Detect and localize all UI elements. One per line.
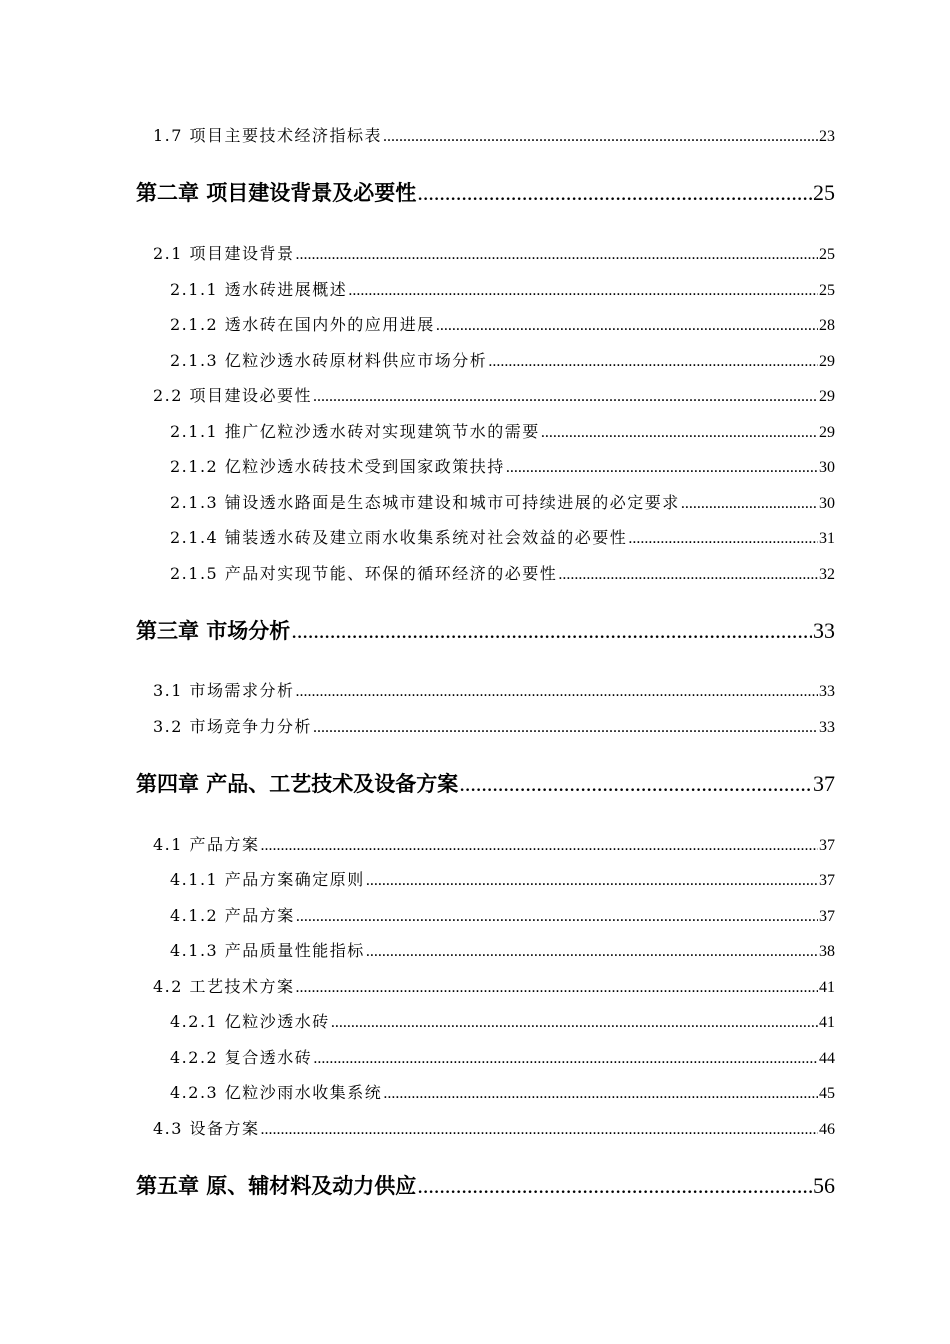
toc-entry-page: 25 (819, 282, 835, 299)
toc-entry-page: 32 (819, 566, 835, 583)
dot-leader (261, 1118, 818, 1142)
toc-entry[interactable] (170, 1046, 835, 1070)
toc-chapter-page: 25 (813, 180, 835, 205)
toc-chapter-label: 第五章 原、辅材料及动力供应 (136, 1174, 417, 1198)
toc-entry[interactable] (170, 526, 835, 550)
toc-chapter-label: 第二章 项目建设背景及必要性 (136, 181, 417, 205)
toc-entry[interactable] (153, 679, 835, 703)
dot-leader (417, 1171, 812, 1201)
dot-leader (313, 716, 818, 740)
dot-leader (459, 769, 812, 799)
toc-entry[interactable] (170, 455, 835, 479)
toc-entry-page: 46 (819, 1121, 835, 1138)
toc-entry-page: 41 (819, 979, 835, 996)
toc-entry-label: 2.1.3 铺设透水路面是生态城市建设和城市可持续进展的必定要求 (170, 493, 680, 512)
toc-entry-page: 29 (819, 388, 835, 405)
toc-entry-page: 37 (819, 872, 835, 889)
toc-entry-page: 44 (819, 1050, 835, 1067)
dot-leader (296, 905, 818, 929)
dot-leader (541, 421, 818, 445)
toc-entry-page: 45 (819, 1085, 835, 1102)
toc-entry-label: 4.2.1 亿粒沙透水砖 (170, 1012, 330, 1031)
toc-entry[interactable] (170, 420, 835, 444)
toc-entry-page: 37 (819, 908, 835, 925)
dot-leader (313, 1047, 818, 1071)
toc-entry-label: 2.1.1 推广亿粒沙透水砖对实现建筑节水的需要 (170, 422, 540, 441)
toc-chapter-label: 第三章 市场分析 (136, 619, 291, 643)
toc-chapter-page: 56 (813, 1173, 835, 1198)
dot-leader (681, 492, 818, 516)
toc-entry-page: 28 (819, 317, 835, 334)
toc-entry-label: 4.2.3 亿粒沙雨水收集系统 (170, 1083, 383, 1102)
dot-leader (383, 1082, 818, 1106)
toc-entry[interactable] (153, 975, 835, 999)
toc-entry-page: 41 (819, 1014, 835, 1031)
dot-leader (313, 385, 818, 409)
toc-entry-page: 33 (819, 719, 835, 736)
toc-entry[interactable] (170, 349, 835, 373)
toc-entry-label: 1.7 项目主要技术经济指标表 (153, 126, 383, 145)
toc-entry-label: 4.1.3 产品质量性能指标 (170, 941, 365, 960)
dot-leader (506, 456, 818, 480)
toc-entry[interactable] (170, 939, 835, 963)
dot-leader (296, 976, 818, 1000)
toc-entry-label: 4.3 设备方案 (153, 1119, 260, 1138)
toc-entry-page: 29 (819, 424, 835, 441)
dot-leader (366, 940, 818, 964)
toc-entry[interactable] (153, 384, 835, 408)
dot-leader (348, 279, 818, 303)
dot-leader (366, 869, 818, 893)
toc-entry-label: 2.1.2 透水砖在国内外的应用进展 (170, 315, 435, 334)
toc-entry-page: 29 (819, 353, 835, 370)
toc-entry-page: 30 (819, 459, 835, 476)
toc-entry-label: 4.1.2 产品方案 (170, 906, 295, 925)
toc-entry-label: 2.1.2 亿粒沙透水砖技术受到国家政策扶持 (170, 457, 505, 476)
toc-entry-label: 2.2 项目建设必要性 (153, 386, 313, 405)
toc-entry[interactable] (153, 715, 835, 739)
dot-leader (296, 243, 818, 267)
toc-entry[interactable] (153, 242, 835, 266)
dot-leader (291, 616, 812, 646)
dot-leader (436, 314, 818, 338)
toc-entry-page: 38 (819, 943, 835, 960)
toc-entry-label: 2.1.1 透水砖进展概述 (170, 280, 348, 299)
toc-entry[interactable] (153, 1117, 835, 1141)
toc-chapter-label: 第四章 产品、工艺技术及设备方案 (136, 772, 459, 796)
toc-entry-page: 30 (819, 495, 835, 512)
toc-entry-label: 2.1 项目建设背景 (153, 244, 295, 263)
toc-entry-label: 4.2.2 复合透水砖 (170, 1048, 313, 1067)
toc-entry[interactable] (170, 313, 835, 337)
toc-entry[interactable] (170, 562, 835, 586)
toc-chapter[interactable] (136, 178, 835, 208)
dot-leader (296, 680, 818, 704)
toc-entry-page: 33 (819, 683, 835, 700)
toc-entry-label: 3.1 市场需求分析 (153, 681, 295, 700)
toc-entry-label: 3.2 市场竞争力分析 (153, 717, 313, 736)
dot-leader (417, 178, 812, 208)
dot-leader (628, 527, 818, 551)
toc-entry-label: 4.1 产品方案 (153, 835, 260, 854)
toc-chapter[interactable] (136, 1171, 835, 1201)
toc-entry-page: 25 (819, 246, 835, 263)
toc-entry[interactable] (153, 124, 835, 148)
toc-entry-label: 4.1.1 产品方案确定原则 (170, 870, 365, 889)
toc-chapter-page: 33 (813, 618, 835, 643)
dot-leader (383, 125, 818, 149)
toc-entry-page: 23 (819, 128, 835, 145)
toc-entry[interactable] (170, 904, 835, 928)
toc-entry-page: 37 (819, 837, 835, 854)
dot-leader (261, 834, 818, 858)
toc-entry-label: 2.1.5 产品对实现节能、环保的循环经济的必要性 (170, 564, 558, 583)
toc-entry-label: 2.1.4 铺装透水砖及建立雨水收集系统对社会效益的必要性 (170, 528, 628, 547)
toc-entry[interactable] (170, 1010, 835, 1034)
toc-entry-page: 31 (819, 530, 835, 547)
toc-entry[interactable] (170, 868, 835, 892)
toc-chapter[interactable] (136, 616, 835, 646)
dot-leader (331, 1011, 818, 1035)
toc-entry-label: 4.2 工艺技术方案 (153, 977, 295, 996)
toc-entry[interactable] (153, 833, 835, 857)
toc-entry-label: 2.1.3 亿粒沙透水砖原材料供应市场分析 (170, 351, 488, 370)
dot-leader (488, 350, 818, 374)
dot-leader (558, 563, 818, 587)
toc-entry[interactable] (170, 278, 835, 302)
toc-entry[interactable] (170, 1081, 835, 1105)
toc-entry[interactable] (170, 491, 835, 515)
toc-chapter[interactable] (136, 769, 835, 799)
toc-chapter-page: 37 (813, 771, 835, 796)
